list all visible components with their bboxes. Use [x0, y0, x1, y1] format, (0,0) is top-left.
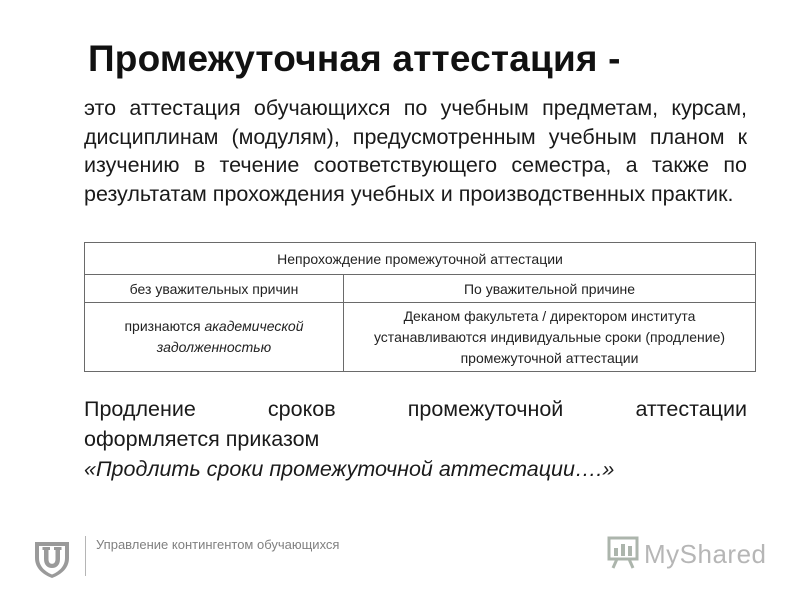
prolong-word: сроков	[267, 397, 336, 421]
cell-valid-reason-consequence: Деканом факультета / директором института устанавливаются индивидуальные сроки (продление) промежуточной аттестации	[344, 303, 756, 372]
watermark-text: MyShared	[644, 538, 767, 569]
table-header-cell: Непрохождение промежуточной аттестации	[85, 243, 756, 275]
myshared-watermark	[606, 537, 766, 571]
cell-no-reason-consequence	[85, 303, 344, 372]
slide-title: Промежуточная аттестация -	[88, 38, 621, 79]
table-row	[85, 275, 756, 303]
attestation-table	[84, 242, 756, 372]
cell-prefix: признаются	[124, 318, 205, 334]
prolong-line-2: оформляется приказом	[84, 427, 320, 451]
university-shield-logo	[30, 536, 74, 580]
prolong-line-1	[84, 394, 747, 424]
definition-text: это аттестация обучающихся по учебным предметам, курсам, дисциплинам (модулям), предусмотренным учебным планом к изучению в течение соответствующего семестра, а также по результатам прохождения учебных и производственных практик.	[84, 96, 747, 206]
footer-divider	[85, 536, 86, 576]
prolongation-paragraph	[84, 394, 747, 484]
col-header-valid-reason: По уважительной причине	[344, 275, 756, 303]
table-row	[85, 243, 756, 275]
col-header-no-reason: без уважительных причин	[85, 275, 344, 303]
footer-caption: Управление контингентом обучающихся	[96, 537, 340, 552]
order-quote: «Продлить сроки промежуточной аттестации….»	[84, 457, 615, 481]
prolong-word: Продление	[84, 397, 196, 421]
table-row	[85, 303, 756, 372]
cell-emphasis: академической задолженностью	[156, 318, 304, 355]
presentation-board-icon	[606, 535, 640, 574]
prolong-word: промежуточной	[407, 397, 564, 421]
prolong-word: аттестации	[635, 397, 747, 421]
